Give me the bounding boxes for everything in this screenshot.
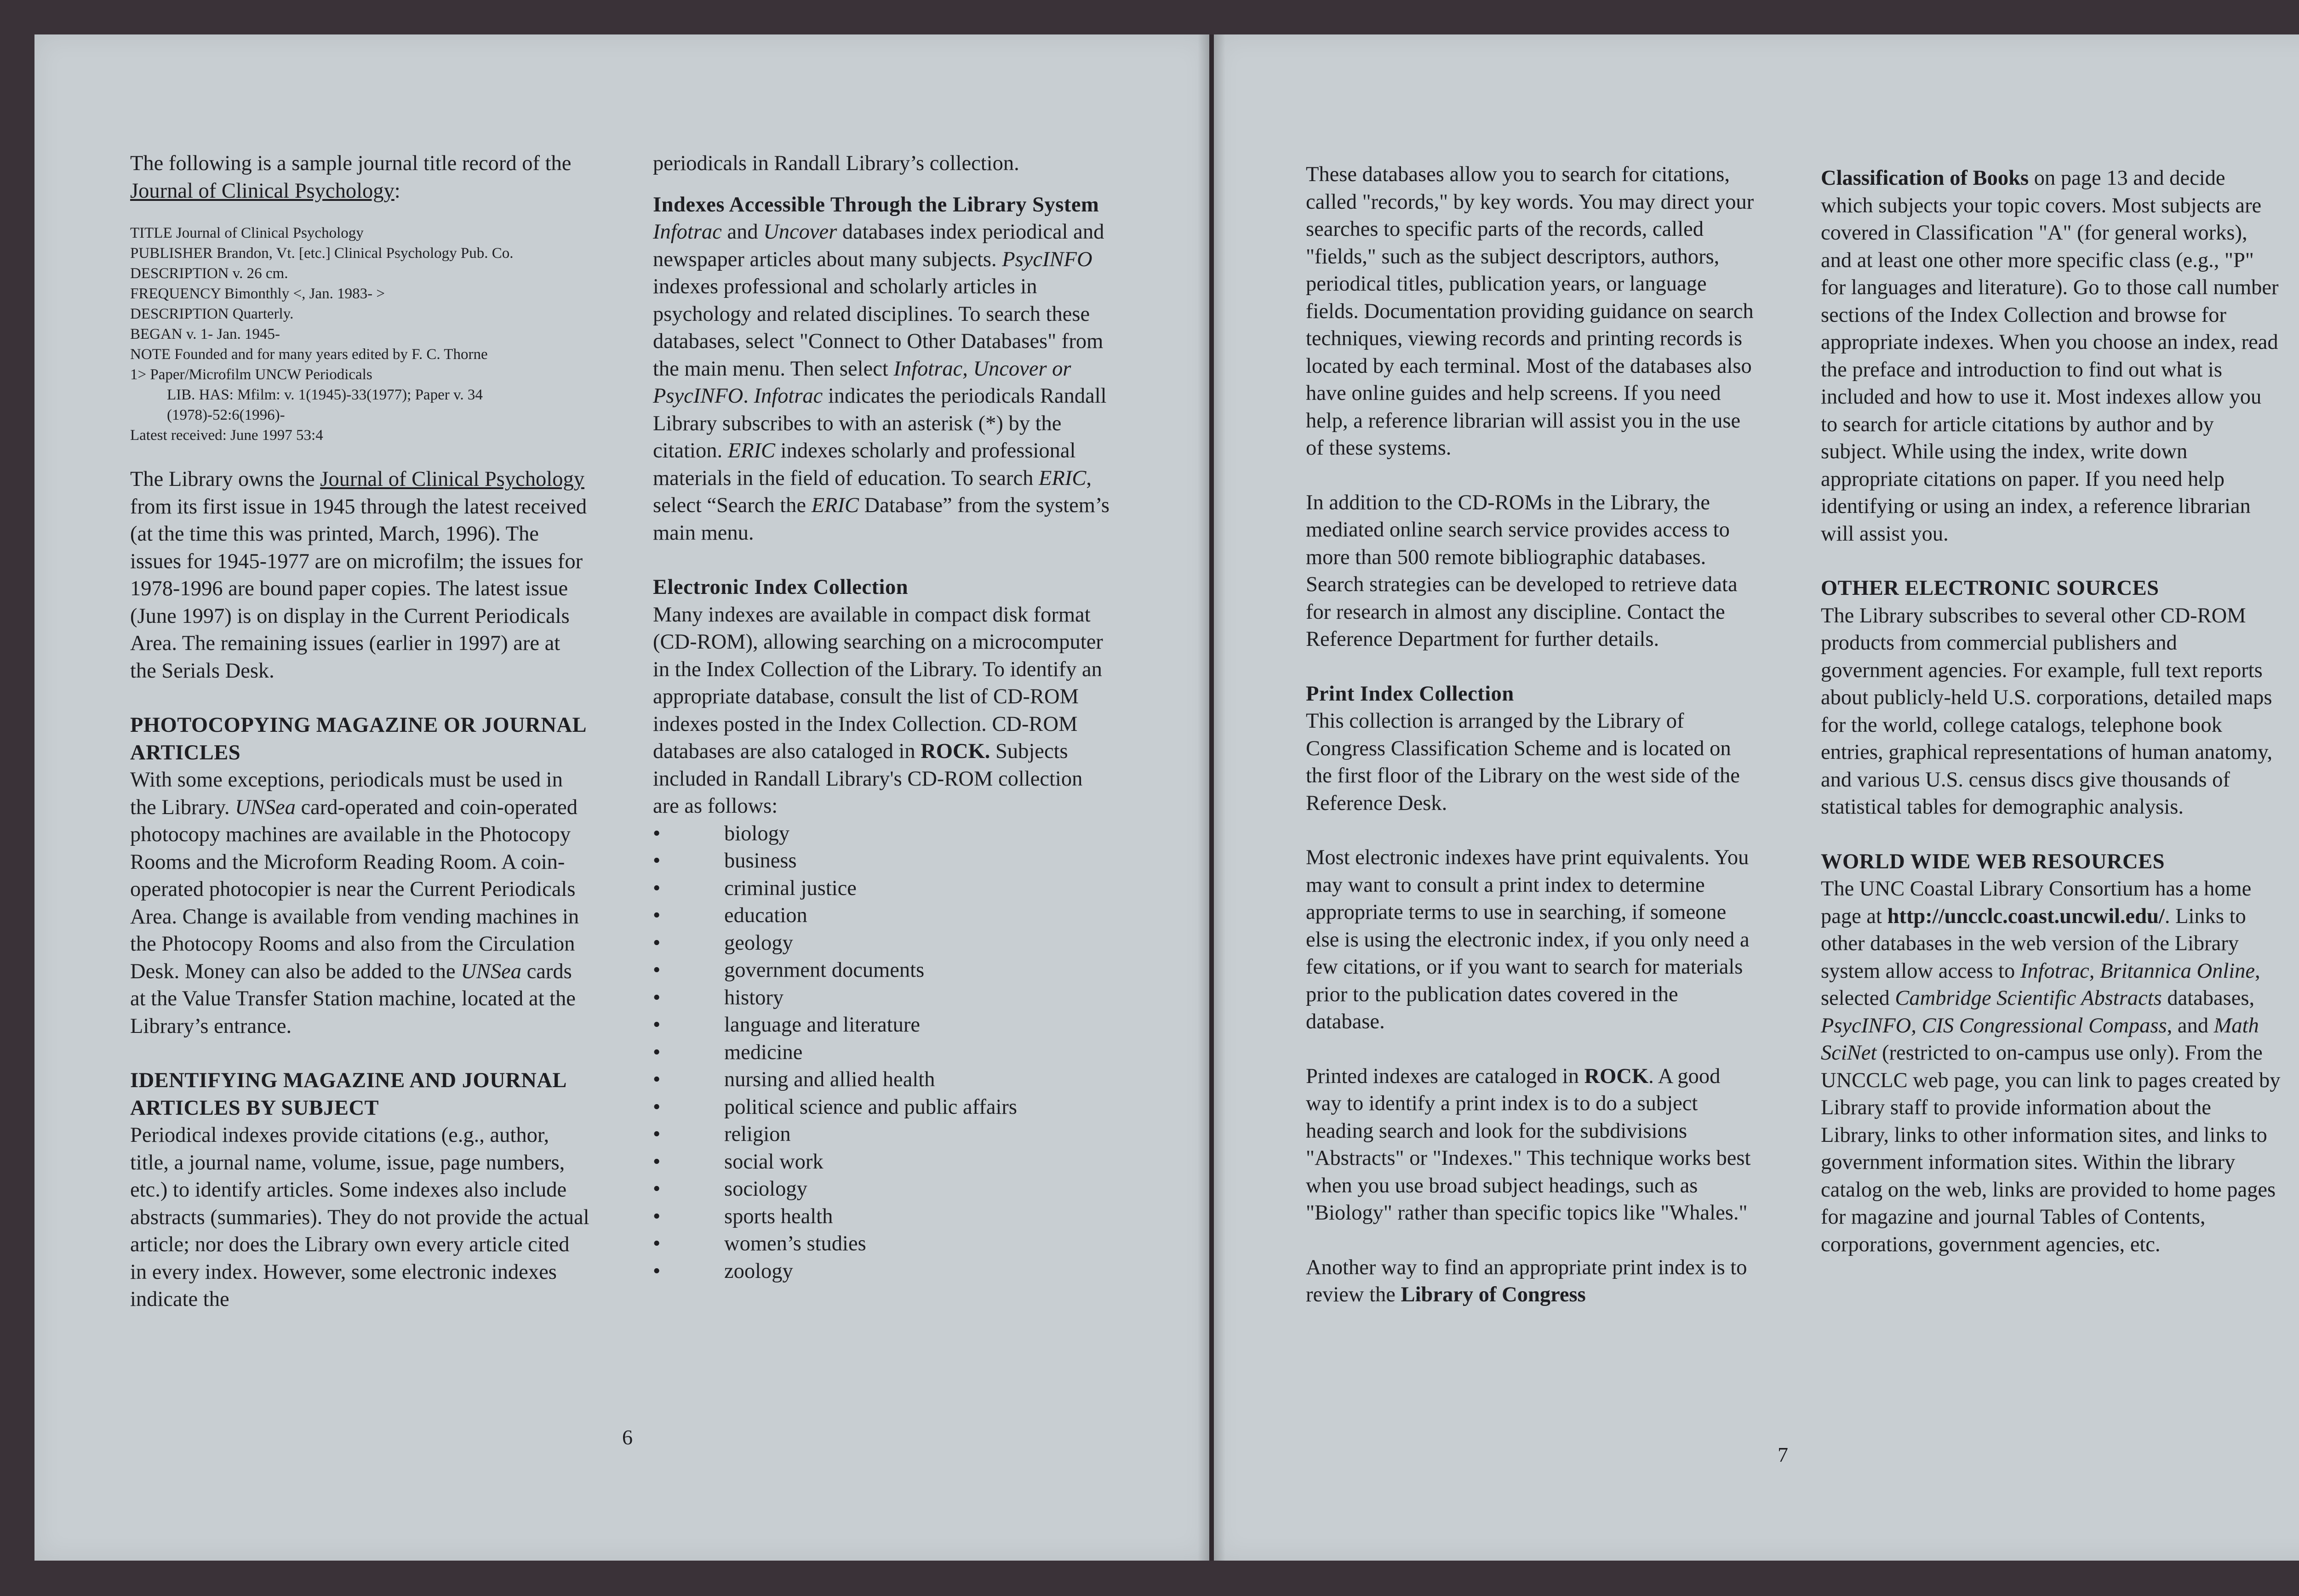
classification-paragraph: Classification of Books on page 13 and decide which subjects your topic covers. Most subjects are covered in Classification "A" (for general works), and at least one other more specific class (e.g., "P" for languages and literature). Go to those call number sections of the Index Collection and browse for appropriate indexes. When you choose an index, read the preface and introduction to find out what is included and how to use it. Most indexes allow you to search for article citations by author and by subject. While using the index, write down appropriate citations on paper. If you need help identifying or using an index, a reference librarian will assist you. <box>1821 166 2279 546</box>
owns-paragraph: The Library owns the Journal of Clinical Psychology from its first issue in 1945 through the latest received (at the time this was printed, March, 1996). The issues for 1945-1977 are on microfilm; the issues for 1978-1996 are bound paper copies. The latest issue (June 1997) is on display in the Current Periodicals Area. The remaining issues (earlier in 1997) are at the Serials Desk. <box>130 467 587 683</box>
record-line: NOTE Founded and for many years edited by F. C. Thorne <box>130 346 488 363</box>
another-way-paragraph: Another way to find an appropriate print index is to review the Library of Congress <box>1306 1255 1747 1306</box>
record-line: TITLE Journal of Clinical Psychology <box>130 225 364 241</box>
left-column-2 <box>653 150 1113 1285</box>
identifying-heading: IDENTIFYING MAGAZINE AND JOURNAL ARTICLES BY SUBJECT <box>130 1069 566 1120</box>
record-intro: The following is a sample journal title record of the Journal of Clinical Psychology: <box>130 152 572 203</box>
sample-title-record <box>130 223 590 445</box>
list-item: • business <box>653 847 1113 875</box>
list-item: • government documents <box>653 957 1113 984</box>
list-item: • geology <box>653 929 1113 957</box>
print-index-heading: Print Index Collection <box>1306 682 1514 706</box>
right-column-1 <box>1306 161 1756 1309</box>
uncclc-url: http://uncclc.coast.uncwil.edu/ <box>1887 904 2165 928</box>
record-line: FREQUENCY Bimonthly <, Jan. 1983- > <box>130 285 385 302</box>
list-item: • criminal justice <box>653 875 1113 902</box>
indexes-paragraph: Infotrac and Uncover databases index periodical and newspaper articles about many subjects. PsycINFO indexes professional and scholarly articles in psychology and related disciplines. To search these databases, select "Connect to Other Databases" from the main menu. Then select Infotrac, Uncover or PsycINFO. Infotrac indicates the periodicals Randall Library subscribes to with an asterisk (*) by the citation. ERIC indexes scholarly and professional materials in the field of education. To search ERIC, select “Search the ERIC Database” from the system’s main menu. <box>653 220 1109 545</box>
list-item: • sociology <box>653 1175 1113 1203</box>
list-item: • language and literature <box>653 1011 1113 1039</box>
list-item: • women’s studies <box>653 1230 1113 1258</box>
list-item: • nursing and allied health <box>653 1066 1113 1094</box>
list-item: • sports health <box>653 1203 1113 1231</box>
printed-indexes-paragraph: Printed indexes are cataloged in ROCK. A good way to identify a print index is to do a subject heading search and look for the subdivisions "Abstracts" or "Indexes." This technique works best when you use broad subject headings, such as "Biology" rather than specific topics like "Whales." <box>1306 1064 1751 1225</box>
record-line: DESCRIPTION v. 26 cm. <box>130 265 288 282</box>
list-item: • medicine <box>653 1039 1113 1066</box>
right-column-2 <box>1821 165 2281 1258</box>
continued-text: periodicals in Randall Library’s collection. <box>653 152 1019 175</box>
mediated-search-paragraph: In addition to the CD-ROMs in the Library, the mediated online search service provides access to more than 500 remote bibliographic databases. Search strategies can be developed to retrieve data for research in almost any discipline. Contact the Reference Department for further details. <box>1306 490 1738 651</box>
page-number-right: 7 <box>1778 1443 1788 1466</box>
record-line: LIB. HAS: Mfilm: v. 1(1945)-33(1977); Paper v. 34 <box>167 387 483 403</box>
other-electronic-paragraph: The Library subscribes to several other CD-ROM products from commercial publishers and government agencies. For example, full text reports about publicly-held U.S. corporations, detailed maps for the world, college catalogs, telephone book entries, graphical representations of human anatomy, and various U.S. census discs give thousands of statistical tables for demographic analysis. <box>1821 604 2273 819</box>
book-gutter <box>1198 34 1225 1561</box>
electronic-index-paragraph: Many indexes are available in compact disk format (CD-ROM), allowing searching on a microcomputer in the Index Collection of the Library. To identify an appropriate database, consult the list of CD-ROM indexes posted in the Index Collection. CD-ROM databases are also cataloged in ROCK. Subjects included in Randall Library's CD-ROM collection are as follows: <box>653 603 1103 818</box>
list-item: • political science and public affairs <box>653 1094 1113 1121</box>
list-item: • zoology <box>653 1258 1113 1285</box>
www-resources-heading: WORLD WIDE WEB RESOURCES <box>1821 849 2165 873</box>
page-number-left: 6 <box>622 1425 633 1449</box>
databases-paragraph: These databases allow you to search for citations, called "records," by key words. You may direct your searches to specific parts of the records, called "fields," such as the subject descriptors, authors, periodical titles, publication years, or language fields. Documentation providing guidance on search techniques, viewing records and printing records is located by each terminal. Most of the databases also have online guides and help screens. If you need help, a reference librarian will assist you in the use of these systems. <box>1306 163 1754 460</box>
list-item: • biology <box>653 820 1113 848</box>
list-item: • education <box>653 902 1113 929</box>
list-item: • social work <box>653 1148 1113 1176</box>
record-line: BEGAN v. 1- Jan. 1945- <box>130 326 280 342</box>
indexes-heading: Indexes Accessible Through the Library System <box>653 193 1099 217</box>
record-line: (1978)-52:6(1996)- <box>167 407 285 423</box>
identifying-paragraph: Periodical indexes provide citations (e.g., author, title, a journal name, volume, issue, page numbers, etc.) to identify articles. Some indexes also include abstracts (summaries). They do not provide the actual article; nor does the Library own every article cited in every index. However, some electronic indexes indicate the <box>130 1123 589 1311</box>
print-equivalents-paragraph: Most electronic indexes have print equivalents. You may want to consult a print index to determine appropriate terms to use in searching, if someone else is using the electronic index, if you only need a few citations, or if you want to search for materials prior to the publication dates covered in the database. <box>1306 846 1750 1033</box>
record-line: 1> Paper/Microfilm UNCW Periodicals <box>130 366 372 383</box>
list-item: • religion <box>653 1121 1113 1148</box>
list-item: • history <box>653 984 1113 1012</box>
subject-list <box>653 820 1113 1285</box>
other-electronic-heading: OTHER ELECTRONIC SOURCES <box>1821 576 2159 600</box>
www-resources-paragraph: The UNC Coastal Library Consortium has a home page at http://uncclc.coast.uncwil.edu/. Links to other databases in the web version of the Library system allow access to Infotrac, Britannica Online, selected Cambridge Scientific Abstracts databases, PsycINFO, CIS Congressional Compass, and Math SciNet (restricted to on-campus use only). From the UNCCLC web page, you can link to pages created by Library staff to provide information about the Library, links to other information sites, and links to government information sites. Within the library catalog on the web, links are provided to home pages for magazine and journal Tables of Contents, corporations, government agencies, etc. <box>1821 877 2281 1256</box>
record-line: PUBLISHER Brandon, Vt. [etc.] Clinical Psychology Pub. Co. <box>130 245 514 262</box>
photocopying-paragraph: With some exceptions, periodicals must be used in the Library. UNSea card-operated and coin-operated photocopy machines are available in the Photocopy Rooms and the Microform Reading Room. A coin-operated photocopier is near the Current Periodicals Area. Change is available from vending machines in the Photocopy Rooms and also from the Circulation Desk. Money can also be added to the UNSea cards at the Value Transfer Station machine, located at the Library’s entrance. <box>130 768 579 1038</box>
electronic-index-heading: Electronic Index Collection <box>653 576 909 599</box>
record-line: DESCRIPTION Quarterly. <box>130 306 294 322</box>
photocopying-heading: PHOTOCOPYING MAGAZINE OR JOURNAL ARTICLES <box>130 713 586 764</box>
print-index-paragraph: This collection is arranged by the Library of Congress Classification Scheme and is located on the first floor of the Library on the west side of the Reference Desk. <box>1306 709 1740 815</box>
record-line: Latest received: June 1997 53:4 <box>130 427 323 444</box>
left-column-1 <box>130 150 590 1313</box>
